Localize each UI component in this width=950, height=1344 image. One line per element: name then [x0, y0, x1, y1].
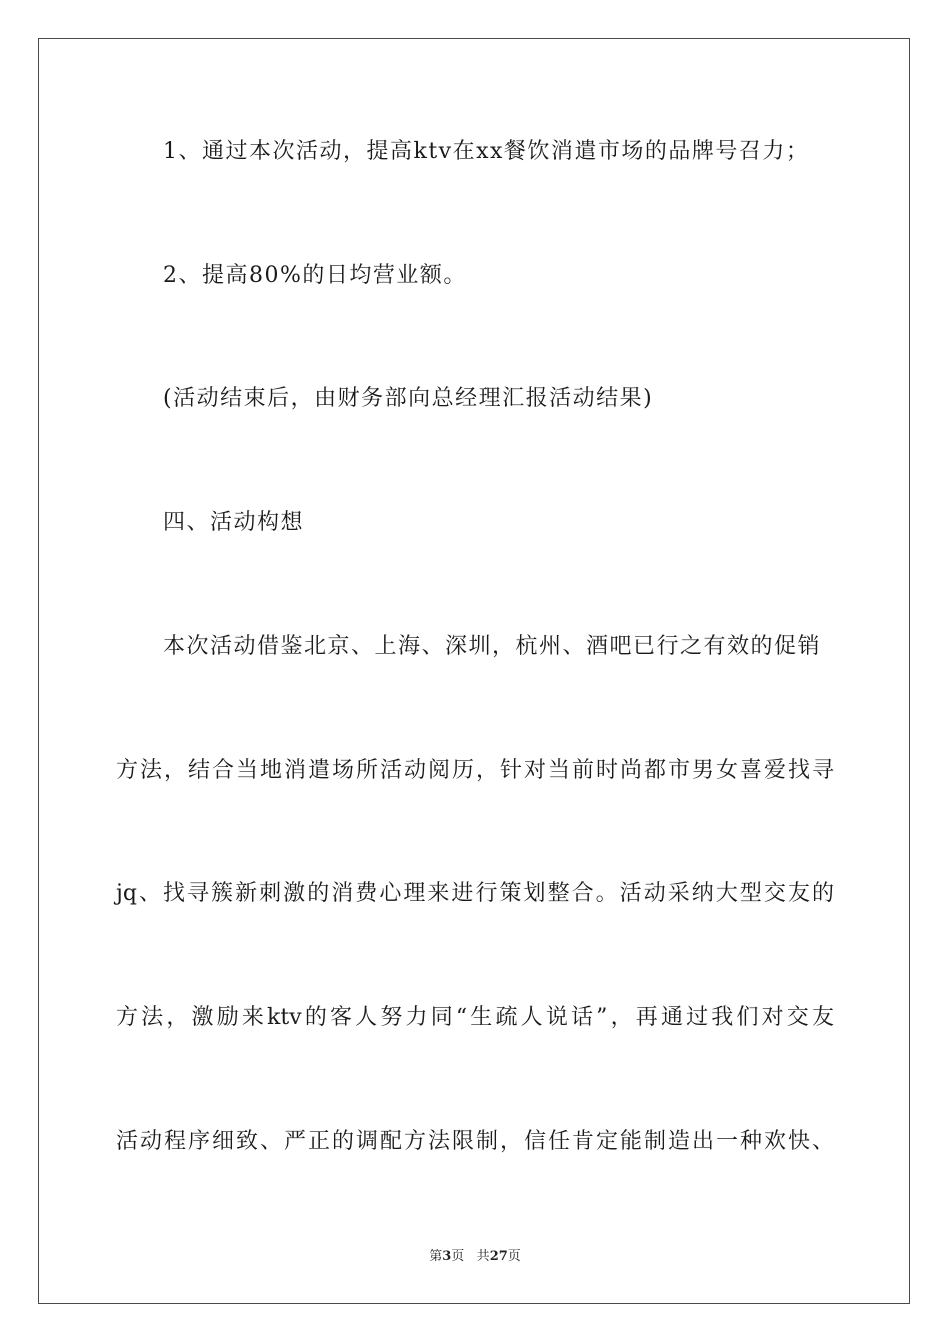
- body-line-4: 方法，激励来ktv的客人努力同“生疏人说话”，再通过我们对交友: [116, 1005, 834, 1030]
- body-line-1: 本次活动借鉴北京、上海、深圳，杭州、酒吧已行之有效的促销: [163, 634, 822, 659]
- footer-total-suffix: 页: [507, 1249, 521, 1264]
- body-line-5: 活动程序细致、严正的调配方法限制，信任肯定能制造出一种欢快、: [116, 1129, 834, 1154]
- section-heading: 四、活动构想: [163, 510, 305, 535]
- footer-page-number: 3: [442, 1249, 452, 1264]
- body-line-3: jq、找寻簇新刺激的消费心理来进行策划整合。活动采纳大型交友的: [116, 881, 834, 906]
- footer-total-pages: 27: [489, 1249, 508, 1264]
- footer-total-prefix: 共: [476, 1249, 490, 1264]
- paragraph-goal-2: 2、提高80%的日均营业额。: [163, 263, 467, 288]
- page-border: [38, 38, 910, 1304]
- footer-page-prefix: 第: [429, 1249, 443, 1264]
- footer-page-suffix: 页: [451, 1249, 465, 1264]
- page-footer: [0, 1248, 950, 1266]
- paragraph-note: (活动结束后，由财务部向总经理汇报活动结果): [163, 386, 654, 411]
- paragraph-goal-1: 1、通过本次活动，提高ktv在xx餐饮消遣市场的品牌号召力；: [163, 139, 810, 164]
- body-line-2: 方法，结合当地消遣场所活动阅历，针对当前时尚都市男女喜爱找寻: [116, 758, 834, 783]
